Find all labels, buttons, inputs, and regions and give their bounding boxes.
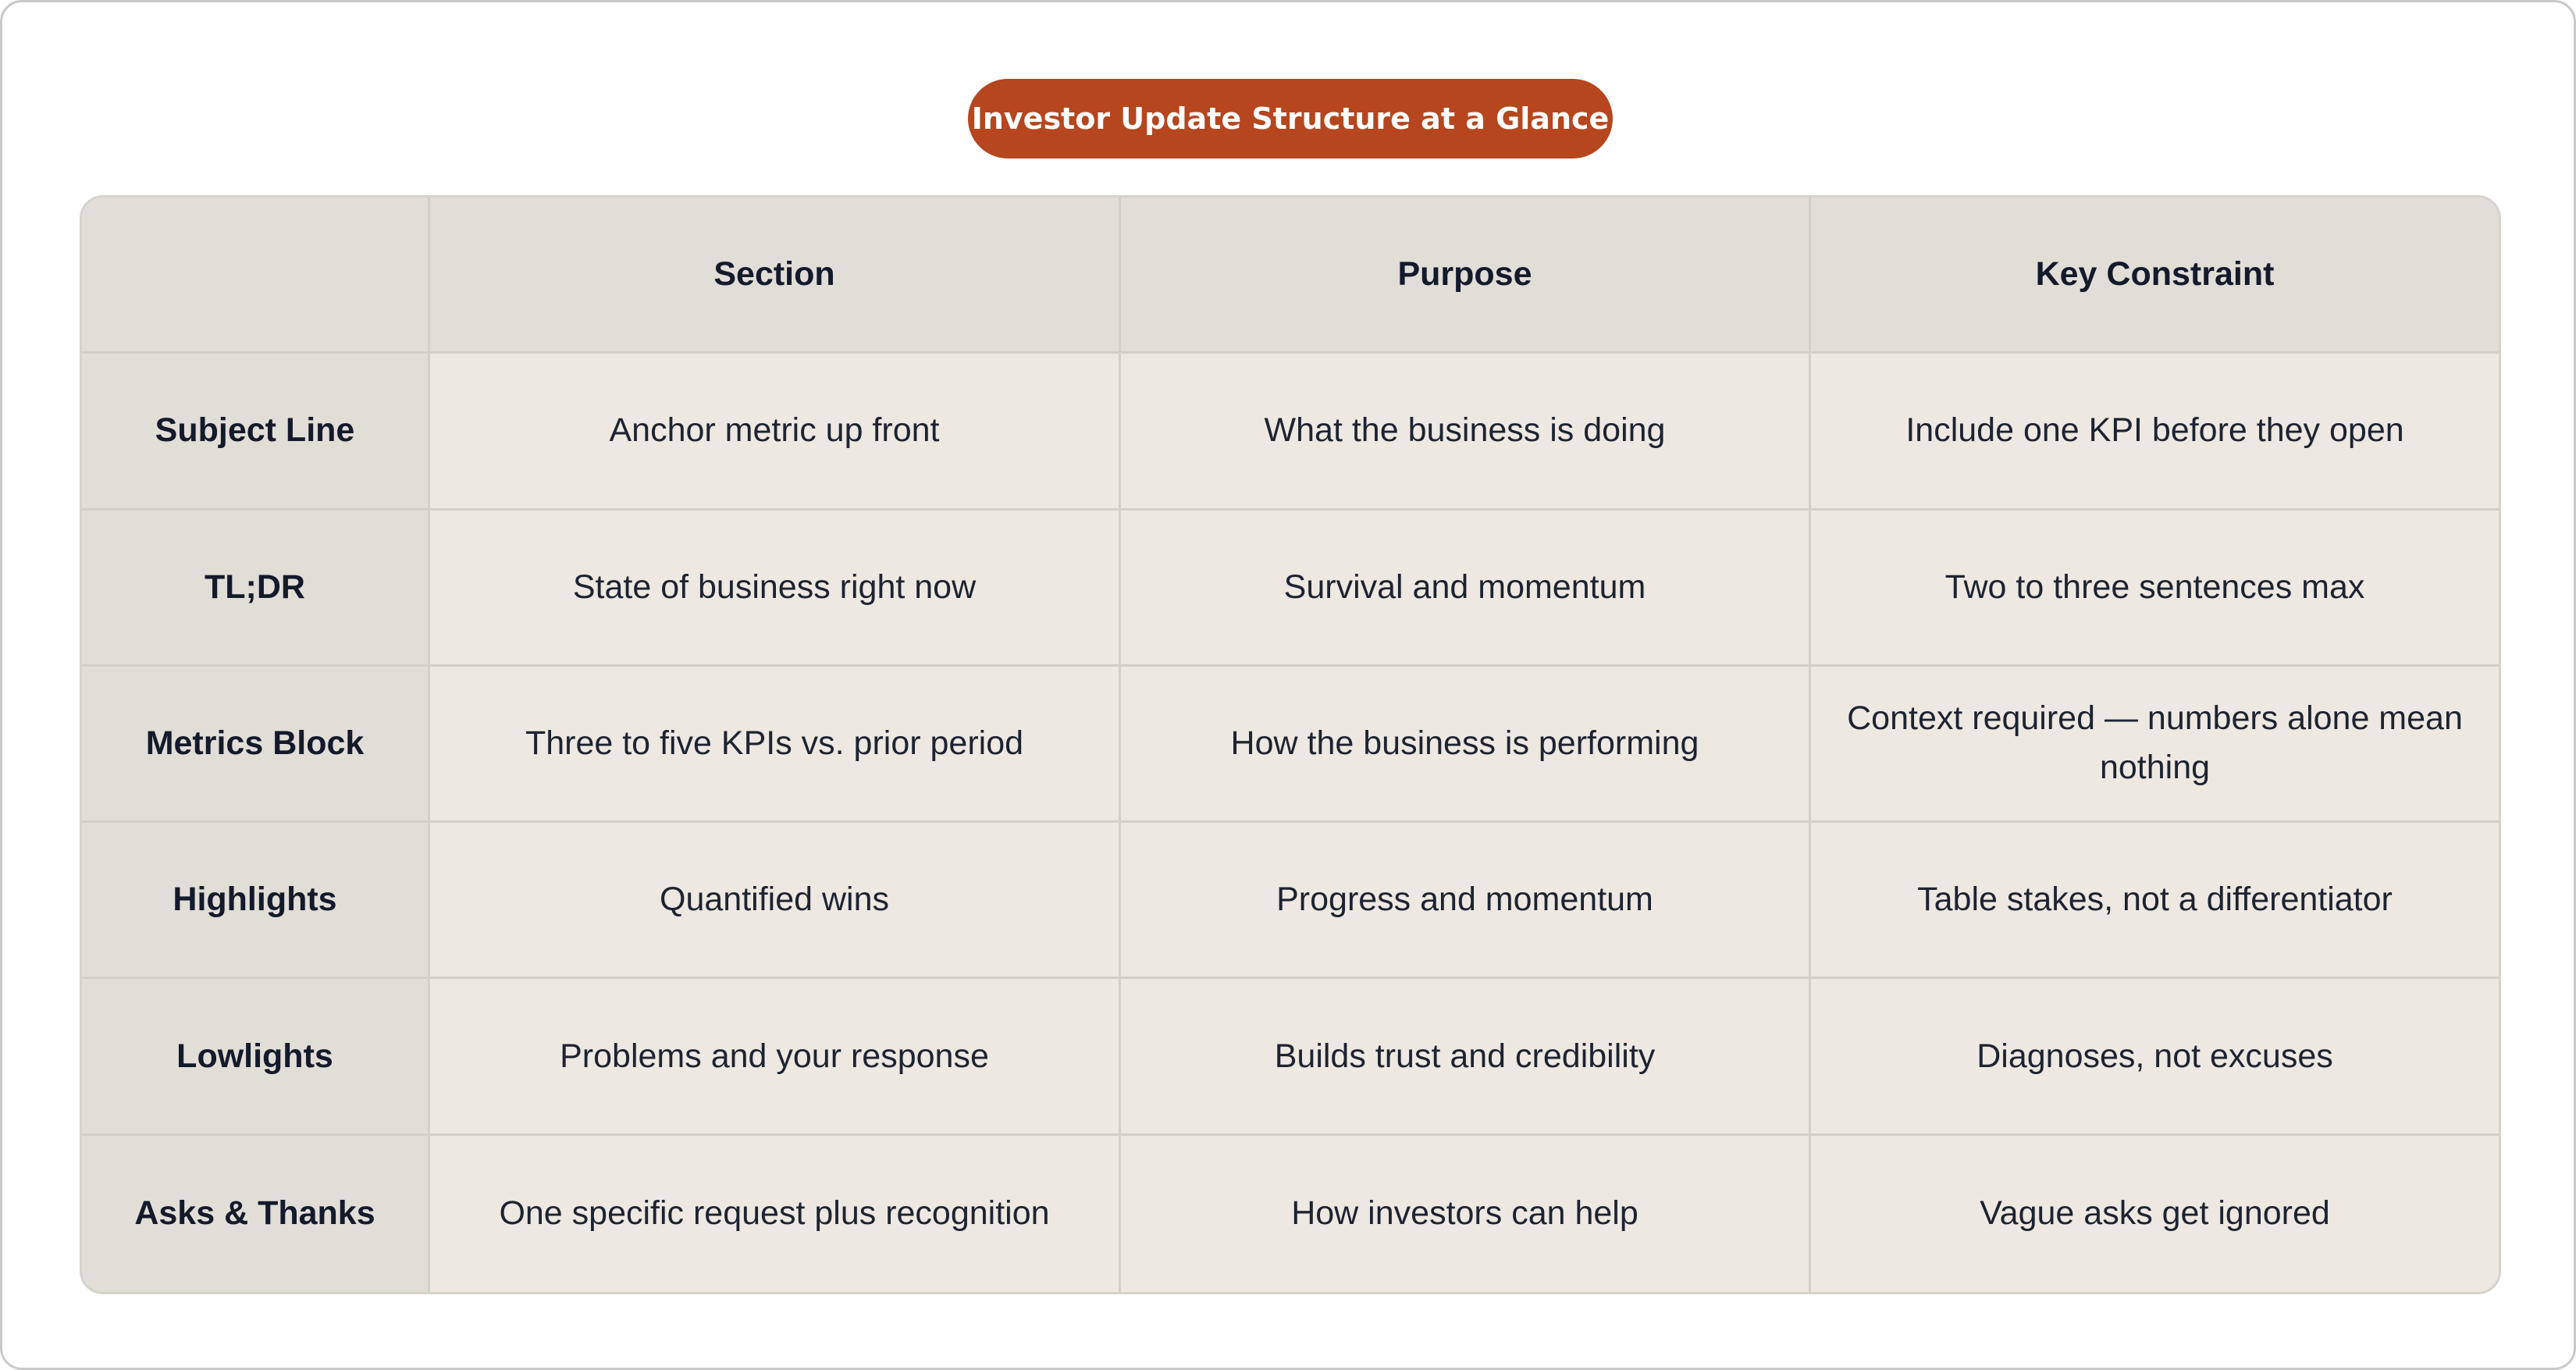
table-cell: How the business is performing <box>1121 667 1811 823</box>
table-cell: Survival and momentum <box>1121 511 1811 667</box>
column-header-key-constraint: Key Constraint <box>1811 197 2499 354</box>
row-header-asks-thanks: Asks & Thanks <box>82 1136 430 1292</box>
table-cell: Quantified wins <box>430 823 1121 979</box>
table-cell: Diagnoses, not excuses <box>1811 979 2499 1135</box>
row-header-subject-line: Subject Line <box>82 354 430 510</box>
column-header-section: Section <box>430 197 1121 354</box>
table-grid <box>82 197 2499 1292</box>
table-cell: What the business is doing <box>1121 354 1811 510</box>
table-cell: Problems and your response <box>430 979 1121 1135</box>
table-cell: Context required — numbers alone mean nothing <box>1811 667 2499 823</box>
table-cell: Table stakes, not a differentiator <box>1811 823 2499 979</box>
row-header-lowlights: Lowlights <box>82 979 430 1135</box>
table-cell: Vague asks get ignored <box>1811 1136 2499 1292</box>
row-header-tldr: TL;DR <box>82 511 430 667</box>
table-cell: Anchor metric up front <box>430 354 1121 510</box>
table-cell: Builds trust and credibility <box>1121 979 1811 1135</box>
structure-table <box>80 195 2501 1294</box>
row-header-highlights: Highlights <box>82 823 430 979</box>
table-cell: Three to five KPIs vs. prior period <box>430 667 1121 823</box>
title-badge: Investor Update Structure at a Glance <box>968 79 1613 158</box>
table-cell: One specific request plus recognition <box>430 1136 1121 1292</box>
table-cell: How investors can help <box>1121 1136 1811 1292</box>
table-cell: Include one KPI before they open <box>1811 354 2499 510</box>
table-cell: Two to three sentences max <box>1811 511 2499 667</box>
column-header-purpose: Purpose <box>1121 197 1811 354</box>
table-cell: Progress and momentum <box>1121 823 1811 979</box>
table-cell: State of business right now <box>430 511 1121 667</box>
table-corner-cell <box>82 197 430 354</box>
row-header-metrics-block: Metrics Block <box>82 667 430 823</box>
